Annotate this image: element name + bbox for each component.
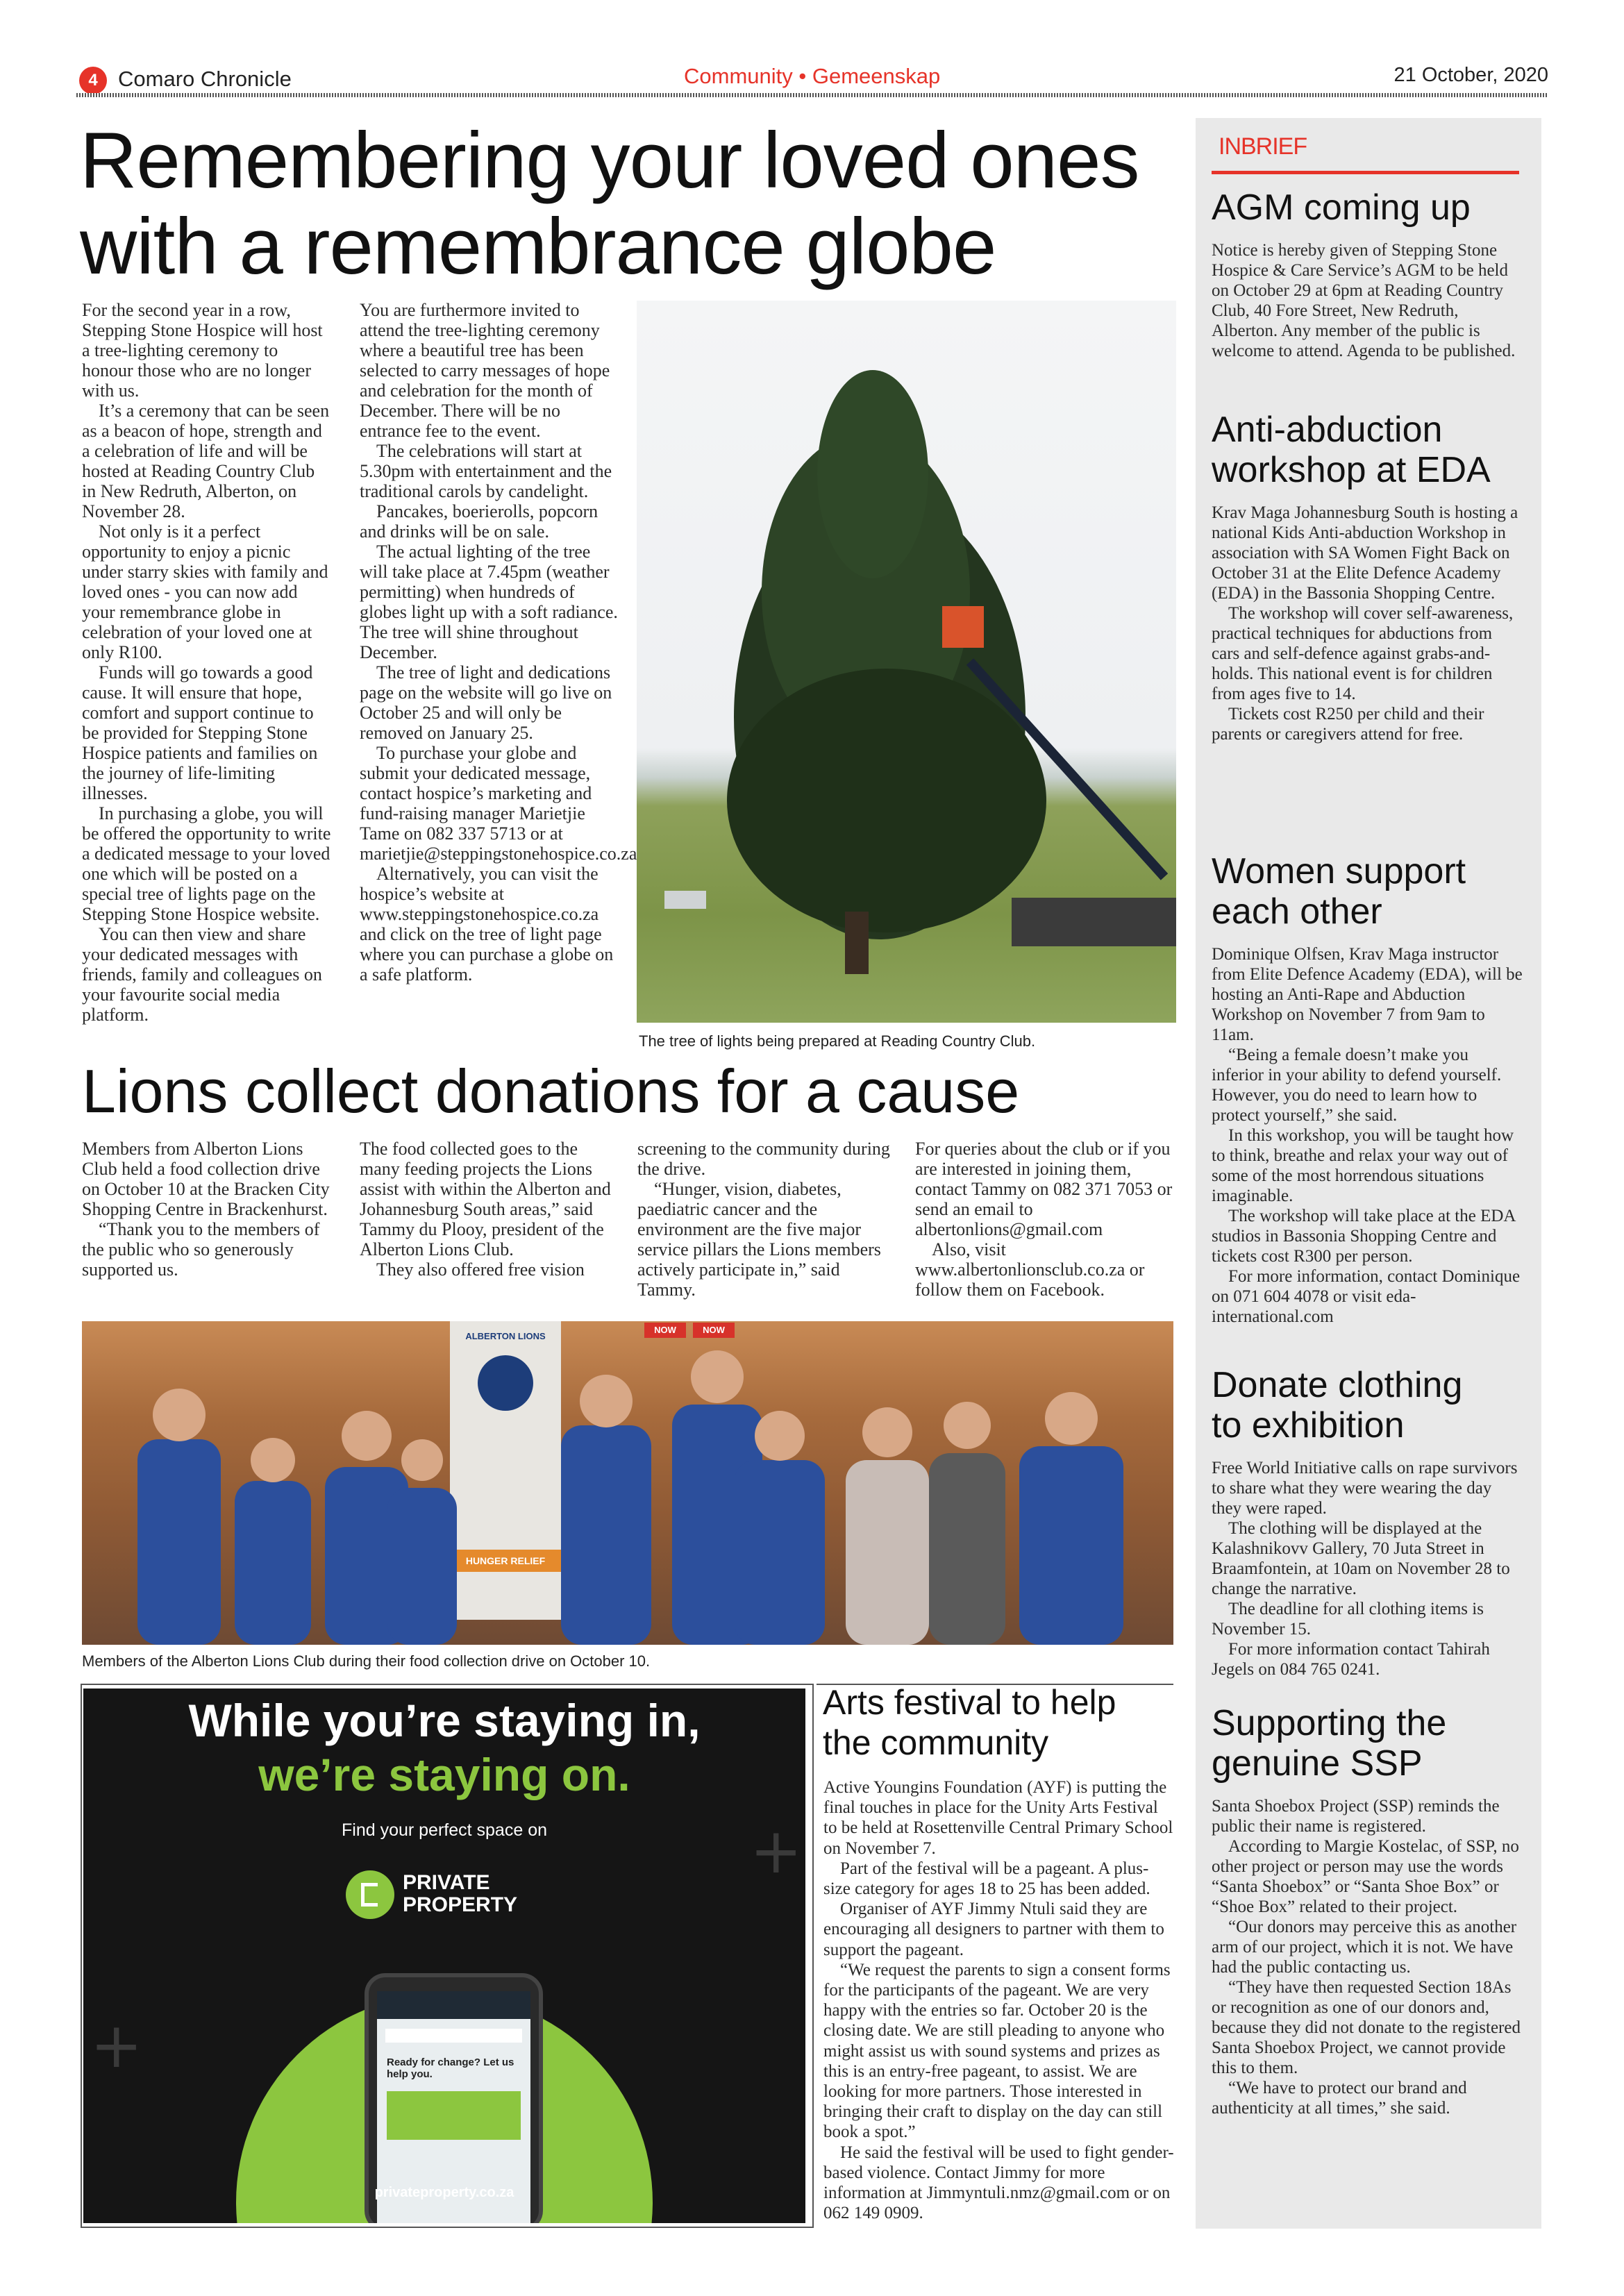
brief-paragraph: Dominique Olfsen, Krav Maga instructor from Elite Defence Academy (EDA), will be hosting an Anti-Rape and Abduction Workshop on November 7 from 9am to 11am.	[1212, 945, 1523, 1044]
article1-headline-line2: with a remembrance globe	[80, 203, 996, 291]
brief-paragraph: Santa Shoebox Project (SSP) reminds the public their name is registered.	[1212, 1797, 1500, 1836]
article3-headline	[823, 1682, 1177, 1763]
brief-5-title	[1212, 1703, 1524, 1784]
article2-paragraph: Also, visit www.albertonlionsclub.co.za or follow them on Facebook.	[915, 1239, 1145, 1300]
article1-paragraph: You are furthermore invited to attend the tree-lighting ceremony where a beautiful tree has been selected to carry messages of hope and celebration for the month of December. There will be no entrance fee to the event.	[360, 300, 610, 441]
inbrief-rule	[1212, 171, 1519, 174]
brief-title-line: Donate clothing	[1212, 1365, 1463, 1405]
article3-headline-line2: the community	[823, 1723, 1049, 1762]
article1-paragraph: In purchasing a globe, you will be offered the opportunity to write a dedicated message to your loved one which will be posted on a special tree of lights page on the Stepping Stone Hospice website.	[82, 803, 331, 924]
brief-title-line: Women support	[1212, 851, 1466, 891]
article2-paragraph: Members from Alberton Lions Club held a food collection drive on October 10 at the Bracken City Shopping Centre in Brackenhurst.	[82, 1139, 330, 1219]
brief-3-title	[1212, 851, 1524, 932]
group-people-illustration	[82, 1321, 1173, 1645]
article1-column2	[360, 300, 637, 984]
ad-plus-icon-2: +	[90, 2009, 143, 2082]
private-property-logo-icon	[346, 1870, 394, 1919]
section-name: Community • Gemeenskap	[684, 64, 941, 88]
brief-4-title	[1212, 1365, 1524, 1446]
lions-banner-text: ALBERTON LIONS	[465, 1331, 546, 1341]
brief-title-line: each other	[1212, 891, 1382, 932]
tree-photo	[637, 301, 1176, 1023]
article2-headline: Lions collect donations for a cause	[82, 1057, 1020, 1125]
brief-title-line: Supporting the	[1212, 1703, 1447, 1743]
article1-paragraph: Funds will go towards a good cause. It will ensure that hope, comfort and support continue to be provided for Stepping Stone Hospice patients and families on the journey of life-limiting illnesses.	[82, 662, 318, 803]
ad-subline: Find your perfect space on	[342, 1820, 547, 1840]
brief-title-line: genuine SSP	[1212, 1743, 1423, 1784]
brief-paragraph: “They have then requested Section 18As or recognition as one of our donors and, because they did not donate to the registered Santa Shoebox Project, we cannot provide this to them.	[1212, 1978, 1521, 2077]
lions-photo-caption: Members of the Alberton Lions Club during their food collection drive on October 10.	[82, 1652, 651, 1670]
tree-photo-caption: The tree of lights being prepared at Reading Country Club.	[639, 1032, 1036, 1050]
brief-paragraph: For more information contact Tahirah Jegels on 084 765 0241.	[1212, 1640, 1490, 1679]
brief-paragraph: Tickets cost R250 per child and their parents or caregivers attend for free.	[1212, 705, 1484, 744]
hunger-relief-text: HUNGER RELIEF	[450, 1550, 561, 1572]
ad-headline-line2: we’re staying on.	[258, 1749, 630, 1800]
article2-paragraph: “Thank you to the members of the public who so generously supported us.	[82, 1219, 320, 1280]
issue-date: 21 October, 2020	[1393, 64, 1548, 86]
now-sign: NOW	[644, 1323, 686, 1338]
article1-paragraph: To purchase your globe and submit your dedicated message, contact hospice’s marketing and fund-raising manager Marietjie Tame on 082 337 5713 or at marietjie@steppingstonehospice.co.za	[360, 743, 637, 864]
brief-2-body	[1212, 503, 1524, 744]
brief-title-line: AGM coming up	[1212, 187, 1471, 228]
brief-paragraph: The workshop will cover self-awareness, practical techniques for abductions from cars and self-defence against grabs-and-holds. This national event is for children from ages five to 14.	[1212, 604, 1514, 703]
lions-club-photo	[82, 1321, 1173, 1645]
article2-paragraph: For queries about the club or if you are interested in joining them, contact Tammy on 082 371 7053 or send an email to albertonlions@gmail.com	[915, 1139, 1173, 1239]
phone-screen-text: Ready for change? Let us help you.	[387, 2056, 514, 2080]
article1-paragraph: It’s a ceremony that can be seen as a beacon of hope, strength and a celebration of life and will be hosted at Reading Country Club in New Redruth, Alberton, on November 28.	[82, 401, 330, 521]
brief-paragraph: The workshop will take place at the EDA studios in Bassonia Shopping Centre and tickets cost R300 per person.	[1212, 1207, 1516, 1266]
inbrief-label: INBRIEF	[1219, 133, 1307, 160]
article1-headline-line1: Remembering your loved ones	[80, 117, 1139, 205]
article1-paragraph: The actual lighting of the tree will take place at 7.45pm (weather permitting) when hundreds of globes light up with a soft radiance. The tree will shine throughout December.	[360, 542, 618, 662]
article2-paragraph: They also offered free vision	[376, 1259, 585, 1280]
article1-paragraph: Pancakes, boerierolls, popcorn and drinks will be on sale.	[360, 501, 598, 542]
article3-paragraph: “We request the parents to sign a consent forms for the participants of the pageant. We are very happy with the entries so far. October 20 is the closing date. We are still pleading to anyone who might assist us with sound systems and prizes as this is an entry-free pageant, to assist. We are looking for more partners. Those interested in bringing their craft to display on the day can still book a spot.”	[823, 1960, 1171, 2142]
brief-1-body	[1212, 240, 1524, 361]
brief-paragraph: Notice is hereby given of Stepping Stone Hospice & Care Service’s AGM to be held on October 29 at 6pm at Reading Country Club, 40 Fore Street, New Redruth, Alberton. Any member of the public is welcome to attend. Agenda to be published.	[1212, 241, 1516, 360]
private-property-ad[interactable]	[83, 1689, 805, 2223]
article1-column1	[82, 300, 332, 1025]
brief-1-title	[1212, 187, 1524, 228]
brief-paragraph: Krav Maga Johannesburg South is hosting a national Kids Anti-abduction Workshop in association with SA Women Fight Back on October 31 at the Elite Defence Academy (EDA) in the Bassonia Shopping Centre.	[1212, 503, 1518, 603]
brief-5-body	[1212, 1796, 1524, 2118]
article3-paragraph: Part of the festival will be a pageant. A plus-size category for ages 18 to 25 has been added.	[823, 1859, 1150, 1899]
ad-url[interactable]: privateproperty.co.za	[374, 2185, 514, 2200]
article1-paragraph: The tree of light and dedications page on the website will go live on October 25 and will only be removed on January 25.	[360, 662, 612, 743]
article2-column3	[637, 1139, 896, 1300]
brief-5	[1212, 1703, 1524, 2118]
article2-column2	[360, 1139, 618, 1280]
brief-title-line: to exhibition	[1212, 1405, 1405, 1446]
article2-paragraph: The food collected goes to the many feeding projects the Lions assist with within the Alberton and Johannesburg South areas,” said Tammy du Plooy, president of the Alberton Lions Club.	[360, 1139, 611, 1259]
brand-name-line1: PRIVATE	[403, 1871, 490, 1894]
brief-2-title	[1212, 410, 1524, 490]
article3-headline-line1: Arts festival to help	[823, 1683, 1116, 1722]
brief-4-body	[1212, 1458, 1524, 1679]
article1-paragraph: Alternatively, you can visit the hospice’s website at www.steppingstonehospice.co.za and click on the tree of light page where you can purchase a globe on a safe platform.	[360, 864, 614, 984]
brief-paragraph: According to Margie Kostelac, of SSP, no other project or person may use the words “Santa Shoebox” or “Santa Shoe Box” or “Shoe Box” related to their project.	[1212, 1837, 1519, 1916]
brief-paragraph: “We have to protect our brand and authenticity at all times,” she said.	[1212, 2079, 1467, 2118]
ad-headline-line1: While you’re staying in,	[188, 1695, 701, 1746]
article1-headline	[80, 118, 1191, 290]
brief-2	[1212, 410, 1524, 744]
brief-paragraph: Free World Initiative calls on rape survivors to share what they were wearing the day they were raped.	[1212, 1459, 1518, 1518]
article3-paragraph: Organiser of AYF Jimmy Ntuli said they are encouraging all designers to partner with them to support the pageant.	[823, 1900, 1164, 1959]
brief-paragraph: The clothing will be displayed at the Kalashnikovv Gallery, 70 Juta Street in Braamfontein, at 10am on November 28 to change the narrative.	[1212, 1519, 1510, 1598]
brief-title-line: workshop at EDA	[1212, 450, 1491, 490]
brief-paragraph: “Being a female doesn’t make you inferior in your ability to defend yourself. However, you do need to learn how to protect yourself,” she said.	[1212, 1046, 1502, 1125]
article1-paragraph: Not only is it a perfect opportunity to enjoy a picnic under starry skies with family and loved ones - you can now add your remembrance globe in celebration of your loved one at only R100.	[82, 521, 328, 662]
article1-paragraph: For the second year in a row, Stepping Stone Hospice will host a tree-lighting ceremony to honour those who are no longer with us.	[82, 300, 323, 401]
article2-column4	[915, 1139, 1173, 1300]
header-rule	[76, 93, 1548, 97]
tree-illustration	[637, 301, 1176, 1023]
page-number-badge: 4	[79, 67, 107, 94]
brief-paragraph: For more information, contact Dominique on 071 604 4078 or visit eda-international.com	[1212, 1267, 1521, 1326]
page-header	[76, 61, 1548, 96]
article1-paragraph: The celebrations will start at 5.30pm with entertainment and the traditional carols by candelight.	[360, 441, 612, 501]
brief-1	[1212, 187, 1524, 361]
brief-title-line: Anti-abduction	[1212, 410, 1443, 450]
brand-name-line2: PROPERTY	[403, 1893, 518, 1916]
brief-3-body	[1212, 944, 1524, 1327]
now-sign-2: NOW	[693, 1323, 735, 1338]
brief-paragraph: The deadline for all clothing items is November 15.	[1212, 1600, 1484, 1639]
brief-paragraph: In this workshop, you will be taught how to think, breathe and relax your way out of some of the most horrendous situations imaginable.	[1212, 1126, 1514, 1205]
article3-paragraph: He said the festival will be used to fight gender-based violence. Contact Jimmy for more information at Jimmyntuli.nmz@gmail.com or on 062 149 0909.	[823, 2143, 1174, 2223]
article2-paragraph: screening to the community during the drive.	[637, 1139, 890, 1179]
brief-3	[1212, 851, 1524, 1327]
article2-column1	[82, 1139, 339, 1280]
brief-paragraph: “Our donors may perceive this as another arm of our project, which it is not. We have had the public contacting us.	[1212, 1918, 1517, 1977]
ad-plus-icon: +	[750, 1815, 803, 1888]
publication-name: Comaro Chronicle	[118, 67, 292, 91]
article3-body	[823, 1777, 1174, 2223]
article2-paragraph: “Hunger, vision, diabetes, paediatric cancer and the environment are the five major service pillars the Lions members actively participate in,” said Tammy.	[637, 1179, 881, 1300]
article1-paragraph: You can then view and share your dedicated messages with friends, family and colleagues on your favourite social media platform.	[82, 924, 322, 1025]
article3-paragraph: Active Youngins Foundation (AYF) is putting the final touches in place for the Unity Arts Festival to be held at Rosettenville Central Primary School on November 7.	[823, 1778, 1173, 1858]
brief-4	[1212, 1365, 1524, 1679]
